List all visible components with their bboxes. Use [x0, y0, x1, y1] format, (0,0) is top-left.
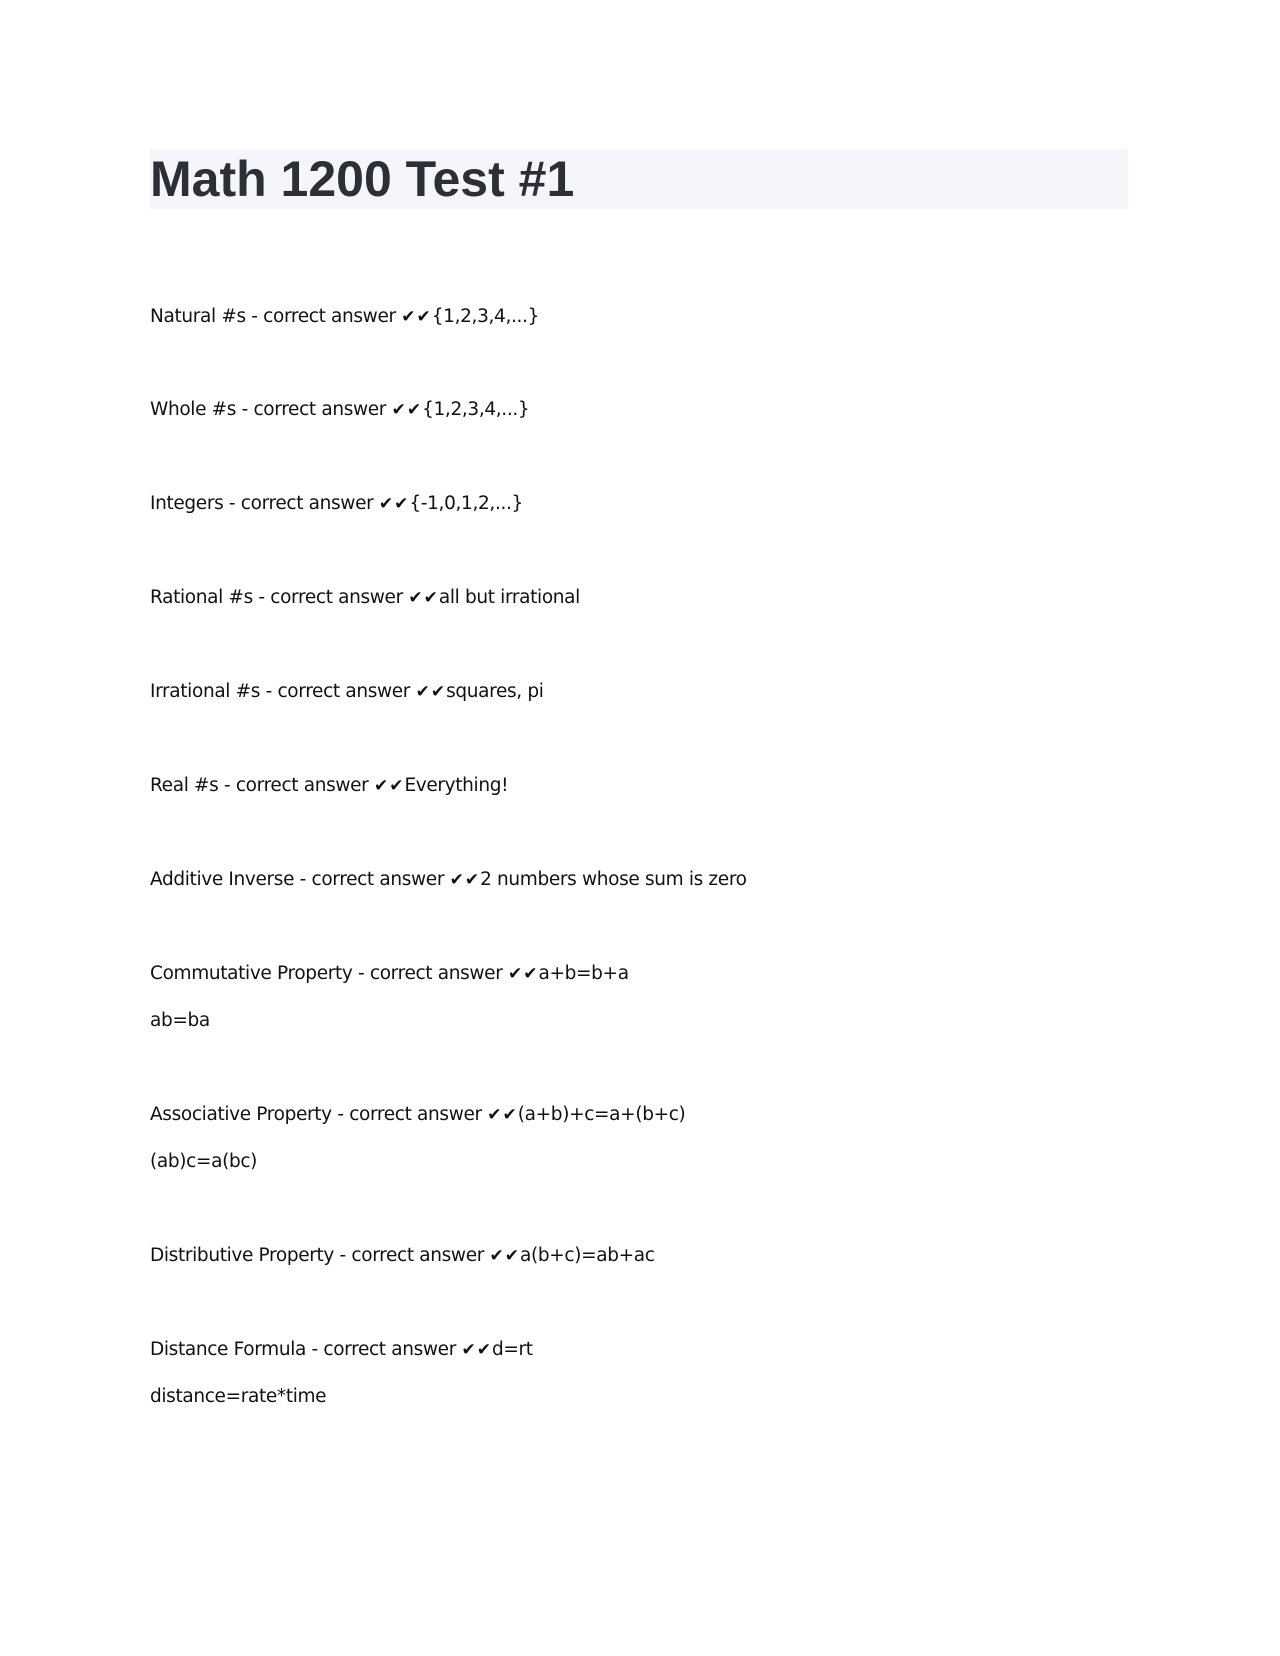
entry-answer: {1,2,3,4,...}: [431, 306, 540, 327]
entry-answer: 2 numbers whose sum is zero: [480, 869, 747, 890]
flashcard-entry: [150, 1103, 685, 1127]
answer-label: correct answer: [277, 681, 411, 702]
entry-answer: a+b=b+a: [538, 963, 629, 984]
entry-term: Natural #s: [150, 306, 246, 327]
entry-answer-continuation: (ab)c=a(bc): [150, 1151, 258, 1172]
double-check-icon: ✔✔: [401, 307, 432, 327]
answer-label: correct answer: [270, 587, 403, 608]
entry-answer-continuation: distance=rate*time: [150, 1386, 327, 1407]
entry-answer: a(b+c)=ab+ac: [520, 1245, 655, 1266]
separator: -: [252, 587, 271, 608]
entry-answer: d=rt: [491, 1339, 533, 1360]
entry-term: Real #s: [150, 775, 219, 796]
separator: -: [218, 775, 236, 796]
double-check-icon: ✔✔: [489, 1246, 521, 1266]
separator: -: [223, 493, 241, 514]
separator: -: [245, 306, 264, 327]
flashcard-entry: [150, 680, 544, 704]
double-check-icon: ✔✔: [408, 588, 439, 608]
double-check-icon: ✔✔: [461, 1340, 492, 1360]
answer-label: correct answer: [351, 1245, 484, 1266]
entry-answer: Everything!: [404, 775, 509, 796]
separator: -: [294, 869, 312, 890]
entry-answer: {1,2,3,4,...}: [422, 399, 530, 420]
entry-term: Rational #s: [150, 587, 253, 608]
separator: -: [331, 1104, 350, 1125]
answer-label: correct answer: [349, 1104, 482, 1125]
flashcard-entry: [150, 305, 539, 329]
entry-term: Associative Property: [150, 1104, 332, 1125]
flashcard-entry: [150, 586, 580, 610]
answer-label: correct answer: [235, 775, 369, 796]
flashcard-entry: [150, 492, 523, 516]
entry-answer: squares, pi: [446, 681, 544, 702]
answer-label: correct answer: [240, 493, 374, 514]
separator: -: [305, 1339, 324, 1360]
document-title: Math 1200 Test #1: [150, 151, 575, 207]
entry-answer: all but irrational: [438, 587, 580, 608]
separator: -: [236, 399, 254, 420]
flashcard-entry: [150, 1244, 655, 1268]
entry-term: Whole #s: [150, 399, 237, 420]
double-check-icon: ✔✔: [391, 400, 423, 420]
entry-term: Irrational #s: [150, 681, 261, 702]
entry-answer-continuation: ab=ba: [150, 1010, 210, 1031]
flashcard-entry: [150, 868, 747, 892]
flashcard-entry: [150, 962, 629, 986]
answer-label: correct answer: [253, 399, 387, 420]
double-check-icon: ✔✔: [507, 964, 539, 984]
answer-label: correct answer: [263, 306, 396, 327]
double-check-icon: ✔✔: [373, 776, 405, 796]
answer-label: correct answer: [369, 963, 503, 984]
entry-answer: {-1,0,1,2,...}: [409, 493, 523, 514]
double-check-icon: ✔✔: [415, 682, 447, 702]
separator: -: [352, 963, 370, 984]
flashcard-entry: [150, 398, 529, 422]
separator: -: [260, 681, 278, 702]
entry-term: Commutative Property: [150, 963, 353, 984]
entry-term: Integers: [150, 493, 224, 514]
entry-answer: (a+b)+c=a+(b+c): [517, 1104, 686, 1125]
entry-term: Additive Inverse: [150, 869, 295, 890]
flashcard-entry: [150, 774, 508, 798]
separator: -: [334, 1245, 352, 1266]
double-check-icon: ✔✔: [449, 870, 481, 890]
answer-label: correct answer: [323, 1339, 456, 1360]
double-check-icon: ✔✔: [378, 494, 410, 514]
entry-term: Distance Formula: [150, 1339, 306, 1360]
flashcard-entry: [150, 1338, 533, 1362]
double-check-icon: ✔✔: [487, 1105, 518, 1125]
entry-term: Distributive Property: [150, 1245, 335, 1266]
answer-label: correct answer: [311, 869, 445, 890]
